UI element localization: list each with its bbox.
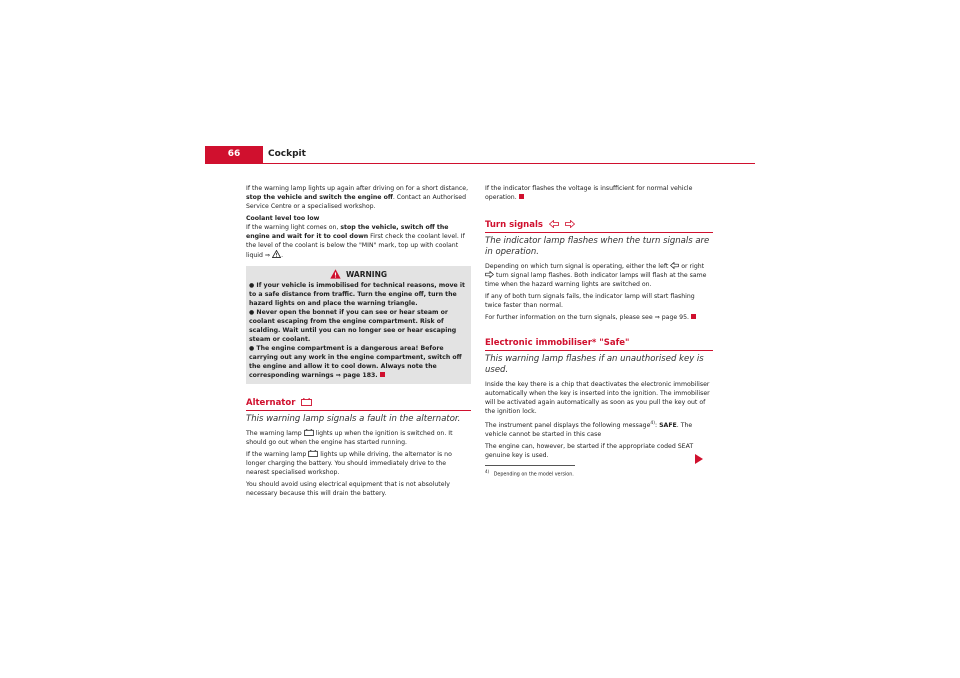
immobiliser-heading: Electronic immobiliser* "Safe"	[485, 338, 713, 351]
warning-title: WARNING	[249, 269, 468, 279]
coolant-heading: Coolant level too low	[246, 215, 320, 222]
end-mark	[519, 194, 524, 199]
warning-item: ● If your vehicle is immobilised for technical reasons, move it to a safe distance from traffic. Turn the engine off, turn the hazard lights on and place the warning triangle.	[249, 282, 465, 307]
header-rule	[205, 163, 755, 164]
paragraph: The instrument panel displays the following message$^{4)}$: SAFE. The vehicle cannot be started in this case	[485, 421, 693, 439]
turn-right-icon	[565, 220, 575, 228]
turn-left-icon	[549, 220, 559, 228]
paragraph: Inside the key there is a chip that deactivates the electronic immobiliser automatically when the key is inserted into the ignition. The immobiliser will be activated again automatically as soon as you pull the key out of the ignition lock.	[485, 381, 710, 415]
footnote: $^{4)}$ Depending on the model version.	[485, 469, 574, 478]
footnote-rule	[485, 465, 575, 466]
warning-icon	[330, 269, 341, 279]
paragraph: If any of both turn signals fails, the indicator lamp will start flashing twice faster than normal.	[485, 293, 695, 309]
turn-signals-heading: Turn signals	[485, 220, 713, 233]
paragraph: If the indicator flashes the voltage is insufficient for normal vehicle operation.	[485, 185, 693, 201]
turn-left-icon	[670, 262, 679, 269]
end-mark	[691, 314, 696, 319]
paragraph: Depending on which turn signal is operating, either the left or right turn signal lamp flashes. Both indicator lamps will flash at the same time when the hazard warning lights are switched on.	[485, 263, 707, 288]
right-column	[485, 184, 713, 479]
alternator-heading: Alternator	[246, 398, 471, 411]
left-column	[246, 184, 471, 501]
warning-box	[246, 266, 471, 384]
page-number: 66	[205, 146, 263, 163]
paragraph: The engine can, however, be started if the appropriate coded SEAT genuine key is used.	[485, 443, 694, 460]
battery-icon	[301, 398, 312, 406]
battery-icon	[304, 429, 314, 436]
turn-right-icon	[485, 271, 494, 278]
paragraph: If the warning light comes on, stop the vehicle, switch off the engine and wait for it to cool down First check the coolant level. If the level of the coolant is below the "MIN" mark, top up with coolant liquid ⇒ .	[246, 224, 465, 259]
continue-arrow-icon	[695, 454, 703, 464]
warning-triangle-icon	[272, 250, 281, 258]
warning-item: ● Never open the bonnet if you can see or hear steam or coolant escaping from the engine compartment. Risk of scalding. Wait until you can no longer see or hear escaping steam or coolant.	[249, 309, 457, 343]
warning-item: ● The engine compartment is a dangerous area! Before carrying out any work in the engine compartment, switch off the engine and allow it to cool down. Always note the corresponding warnings ⇒ page 183.	[249, 345, 462, 379]
turn-signals-subtitle: The indicator lamp flashes when the turn signals are in operation.	[485, 236, 710, 257]
battery-icon	[308, 450, 318, 457]
immobiliser-subtitle: This warning lamp flashes if an unauthorised key is used.	[485, 354, 704, 375]
page-header-title: Cockpit	[268, 149, 306, 159]
paragraph: If the warning lamp lights up again after driving on for a short distance, stop the vehicle and switch the engine off. Contact an Authorised Service Centre or a specialised workshop.	[246, 185, 469, 210]
paragraph: The warning lamp lights up when the ignition is switched on. It should go out when the engine has started running.	[246, 430, 453, 446]
paragraph: You should avoid using electrical equipment that is not absolutely necessary because this will drain the battery.	[246, 481, 450, 497]
alternator-subtitle: This warning lamp signals a fault in the alternator.	[246, 414, 461, 424]
paragraph: If the warning lamp lights up while driving, the alternator is no longer charging the battery. You should immediately drive to the nearest specialised workshop.	[246, 451, 452, 476]
end-mark	[380, 372, 385, 377]
paragraph: For further information on the turn signals, please see ⇒ page 95.	[485, 313, 713, 322]
